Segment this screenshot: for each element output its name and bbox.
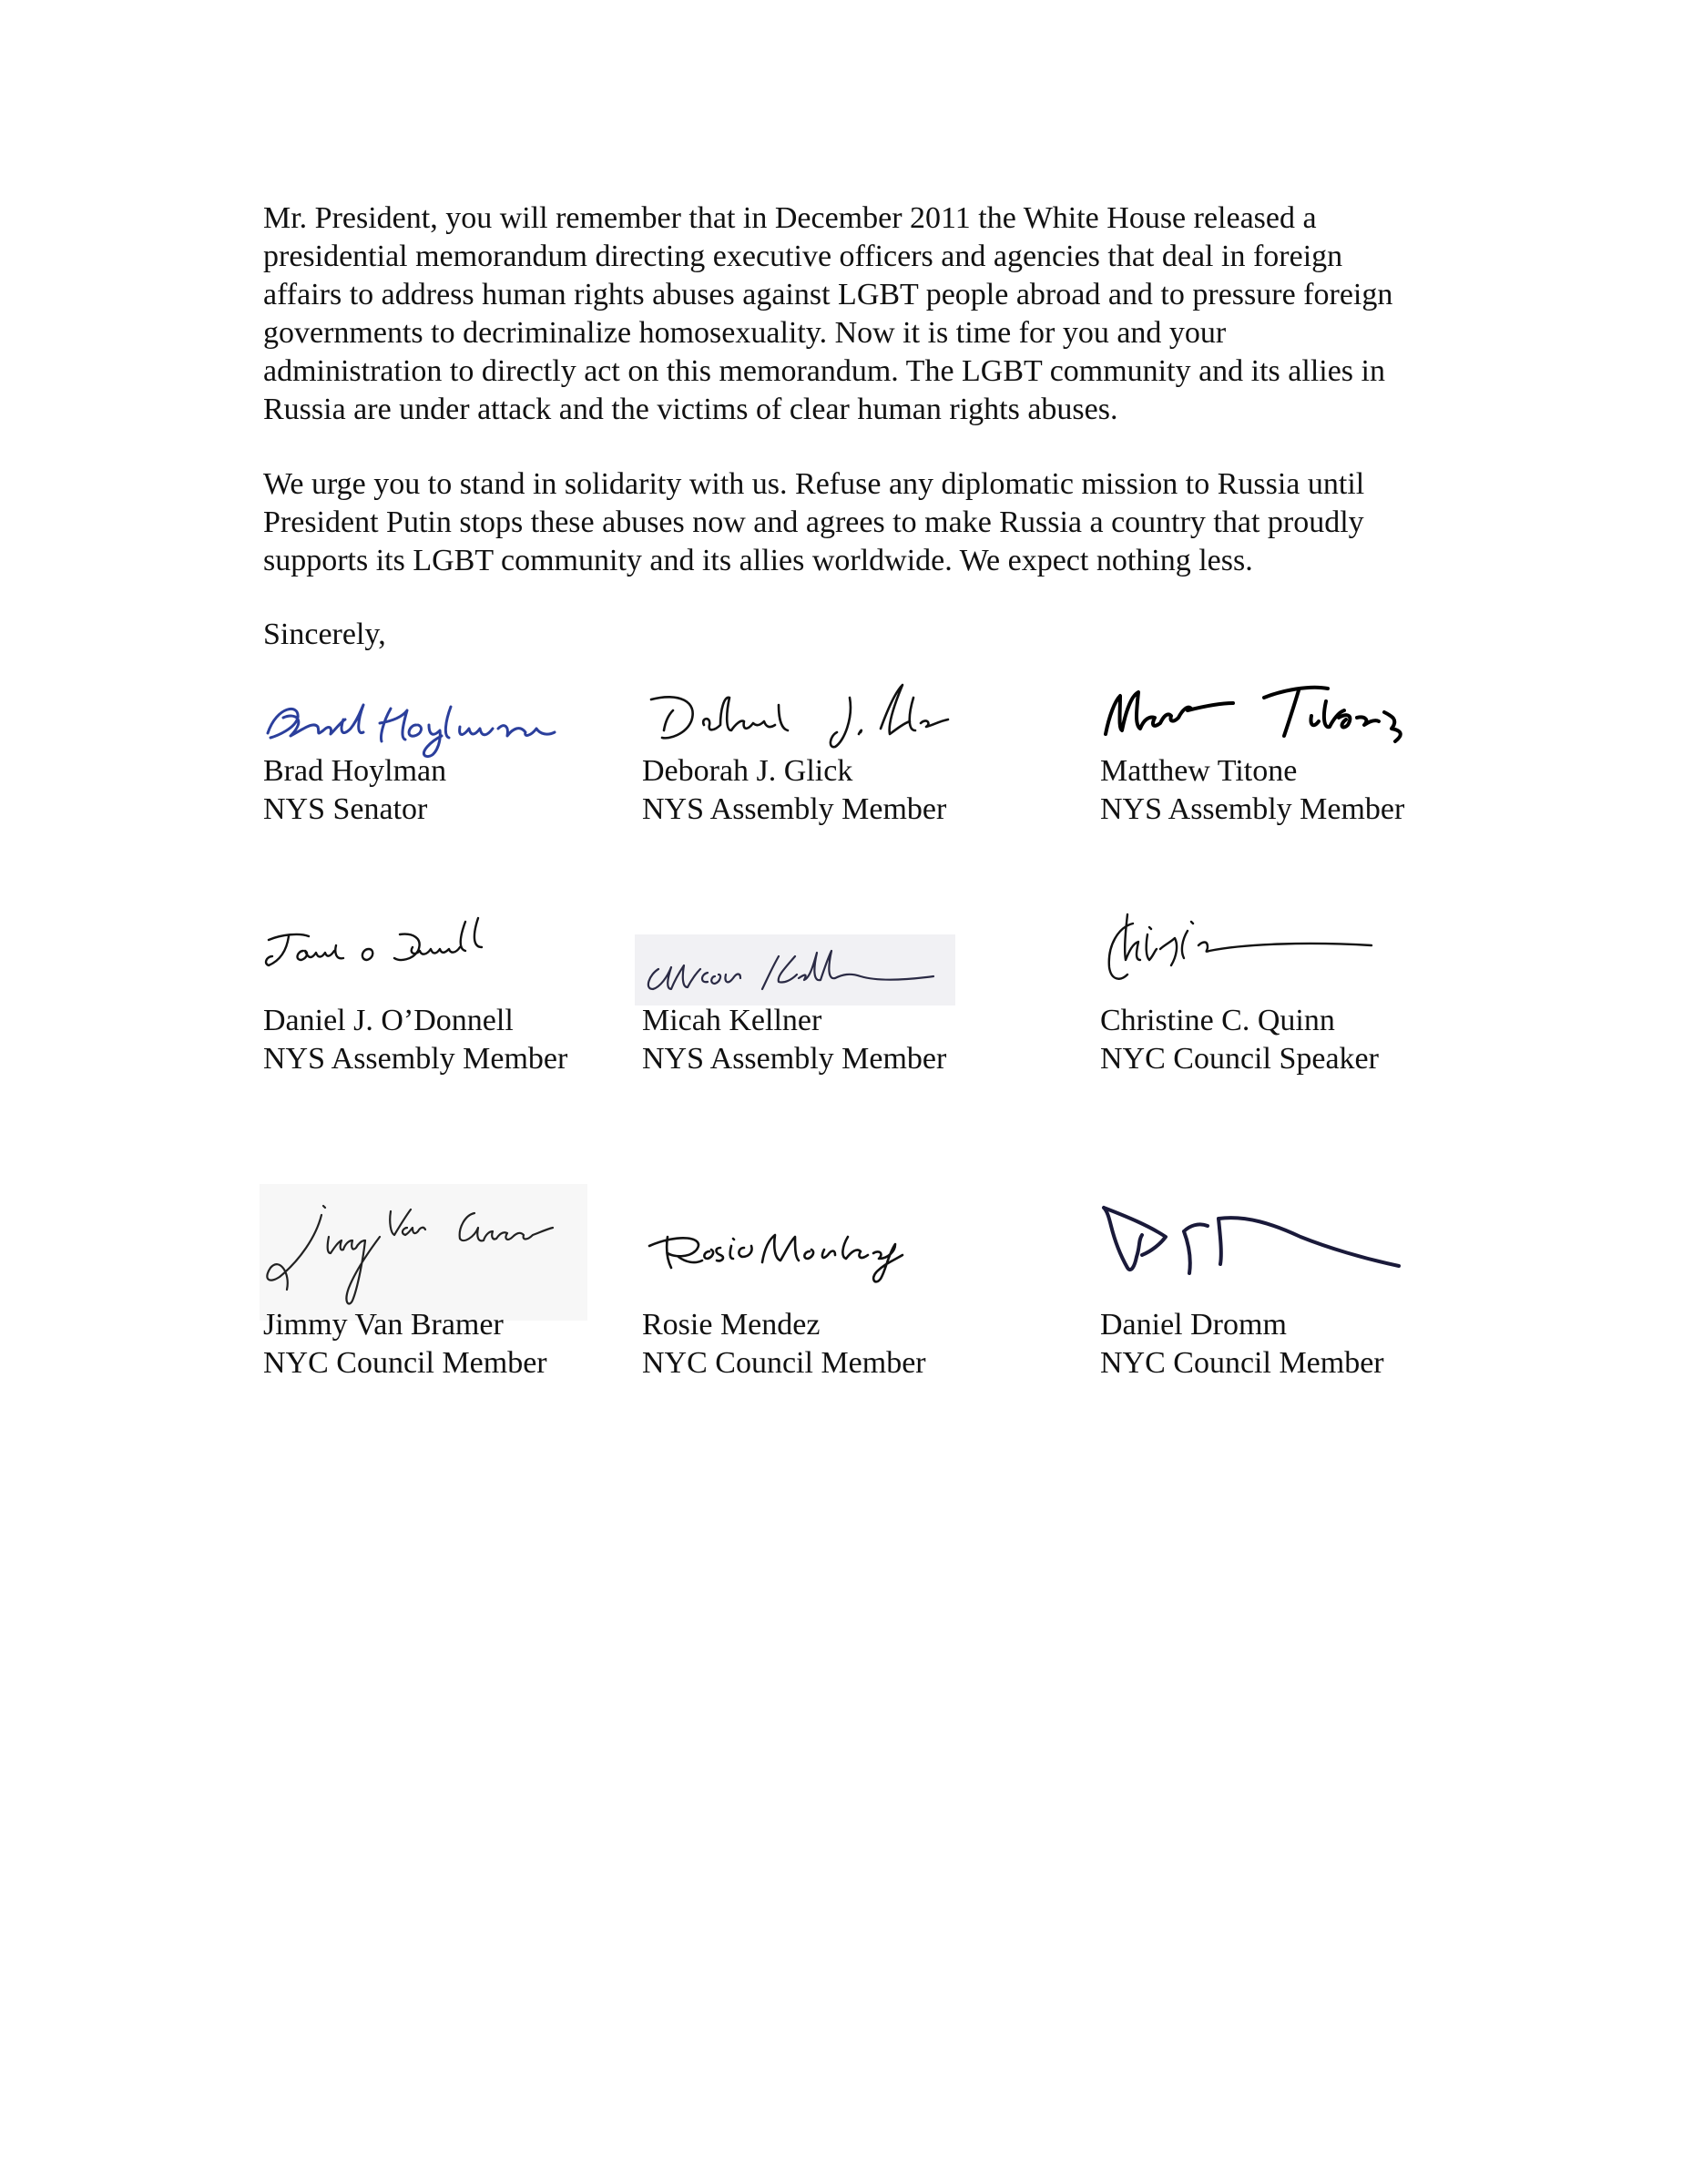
signer-name: Christine C. Quinn bbox=[1100, 1004, 1335, 1037]
signer-title: NYC Council Member bbox=[1100, 1346, 1384, 1380]
letter-paragraph-2 bbox=[263, 465, 1538, 580]
signer-title: NYS Assembly Member bbox=[1100, 792, 1405, 826]
paragraph-line: Mr. President, you will remember that in December 2011 the White House released a bbox=[263, 201, 1317, 235]
signature-image-dromm bbox=[1100, 1200, 1483, 1310]
signer-title: NYS Senator bbox=[263, 792, 428, 826]
paragraph-line: governments to decriminalize homosexuality. Now it is time for you and your bbox=[263, 316, 1227, 350]
signer-title: NYC Council Speaker bbox=[1100, 1042, 1379, 1076]
signer-name: Matthew Titone bbox=[1100, 754, 1298, 788]
paragraph-line: affairs to address human rights abuses against LGBT people abroad and to pressure foreign bbox=[263, 278, 1393, 311]
letter-paragraph-1 bbox=[263, 199, 1538, 429]
signer-titone bbox=[1100, 752, 1404, 829]
signature-image-vanbramer bbox=[263, 1200, 646, 1310]
signer-quinn bbox=[1100, 1002, 1379, 1078]
closing-salutation: Sincerely, bbox=[263, 617, 386, 651]
signature-image-mendez bbox=[642, 1200, 1025, 1310]
signer-name: Brad Hoylman bbox=[263, 754, 447, 788]
signer-name: Jimmy Van Bramer bbox=[263, 1308, 504, 1342]
paragraph-line: Russia are under attack and the victims of clear human rights abuses. bbox=[263, 393, 1118, 426]
signer-name: Daniel J. O’Donnell bbox=[263, 1004, 514, 1037]
signer-hoylman bbox=[263, 752, 446, 829]
signer-name: Micah Kellner bbox=[642, 1004, 822, 1037]
signer-name: Daniel Dromm bbox=[1100, 1308, 1287, 1342]
signer-odonnell bbox=[263, 1002, 567, 1078]
signer-title: NYS Assembly Member bbox=[263, 1042, 568, 1076]
signer-glick bbox=[642, 752, 946, 829]
signer-mendez bbox=[642, 1306, 926, 1383]
paragraph-line: We urge you to stand in solidarity with us. Refuse any diplomatic mission to Russia until bbox=[263, 467, 1365, 501]
signer-name: Rosie Mendez bbox=[642, 1308, 821, 1342]
signer-vanbramer bbox=[263, 1306, 547, 1383]
signature-row-1 bbox=[0, 665, 1703, 893]
paragraph-line: presidential memorandum directing executive officers and agencies that deal in foreign bbox=[263, 240, 1343, 273]
signer-title: NYS Assembly Member bbox=[642, 1042, 947, 1076]
paragraph-line: President Putin stops these abuses now and agrees to make Russia a country that proudly bbox=[263, 505, 1364, 539]
signature-row-3 bbox=[0, 1200, 1703, 1428]
signer-title: NYC Council Member bbox=[263, 1346, 547, 1380]
signer-kellner bbox=[642, 1002, 946, 1078]
signature-row-2 bbox=[0, 909, 1703, 1137]
signer-title: NYS Assembly Member bbox=[642, 792, 947, 826]
paragraph-line: supports its LGBT community and its allies worldwide. We expect nothing less. bbox=[263, 544, 1253, 577]
signer-title: NYC Council Member bbox=[642, 1346, 926, 1380]
signer-name: Deborah J. Glick bbox=[642, 754, 853, 788]
signer-dromm bbox=[1100, 1306, 1384, 1383]
paragraph-line: administration to directly act on this memorandum. The LGBT community and its allies in bbox=[263, 354, 1385, 388]
